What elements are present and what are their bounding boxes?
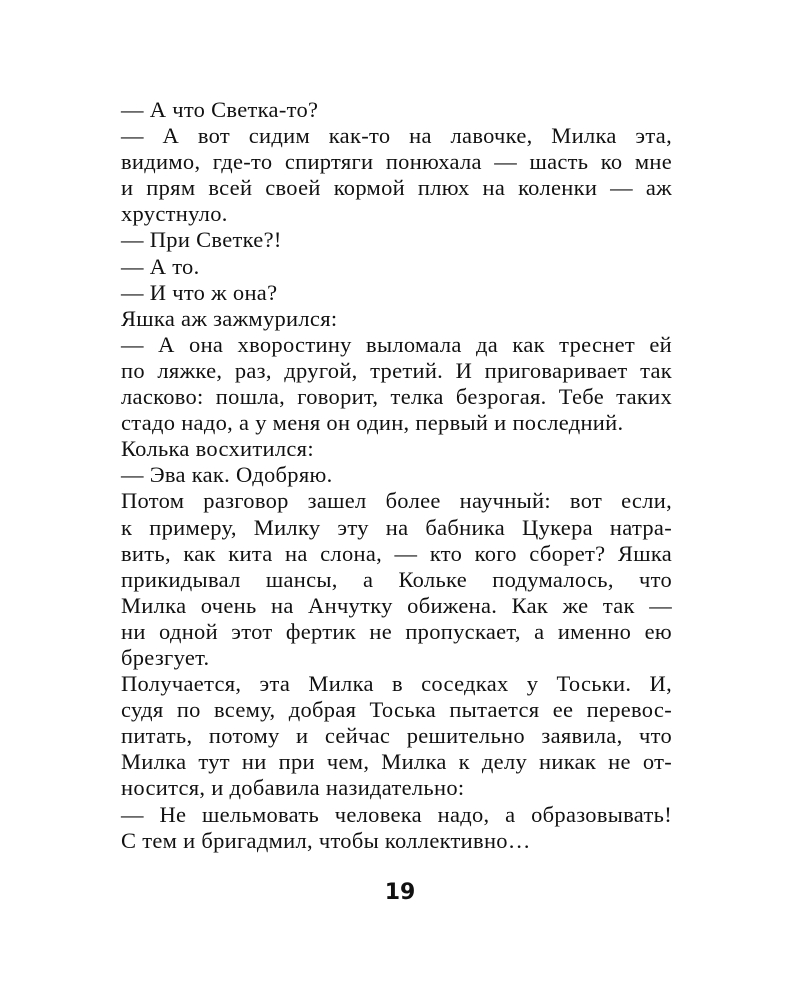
- text-line: Милка тут ни при чем, Милка к делу никак не от-: [121, 749, 672, 775]
- text-line: Получается, эта Милка в соседках у Тоськи. И,: [121, 671, 672, 697]
- text-line: и прям всей своей кормой плюх на коленки — аж: [121, 175, 672, 201]
- text-line: — А вот сидим как-то на лавочке, Милка эта,: [121, 123, 672, 149]
- text-line: питать, потому и сейчас решительно заявила, что: [121, 723, 672, 749]
- text-line: видимо, где-то спиртяги понюхала — шасть ко мне: [121, 149, 672, 175]
- body-text: [121, 97, 672, 854]
- text-line: — При Светке?!: [121, 227, 282, 253]
- text-line: С тем и бригадмил, чтобы коллективно…: [121, 827, 531, 853]
- page-number: 19: [384, 880, 416, 905]
- text-line: — Эва как. Одобряю.: [121, 462, 333, 488]
- text-line: Потом разговор зашел более научный: вот если,: [121, 488, 672, 514]
- text-line: ласково: пошла, говорит, телка безрогая. Тебе таких: [121, 384, 672, 410]
- text-line: судя по всему, добрая Тоська пытается ее перевос-: [121, 697, 672, 723]
- text-line: — А то.: [121, 253, 200, 279]
- text-line: прикидывал шансы, а Кольке подумалось, что: [121, 566, 672, 592]
- text-line: стадо надо, а у меня он один, первый и последний.: [121, 410, 624, 436]
- text-line: Милка очень на Анчутку обижена. Как же так —: [121, 592, 672, 618]
- text-line: брезгует.: [121, 644, 210, 670]
- text-line: ни одной этот фертик не пропускает, а именно ею: [121, 618, 672, 644]
- text-line: к примеру, Милку эту на бабника Цукера натра-: [121, 514, 672, 540]
- text-line: — А что Светка-то?: [121, 97, 319, 122]
- text-line: — А она хворостину выломала да как треснет ей: [121, 331, 672, 357]
- text-line: — И что ж она?: [121, 279, 278, 305]
- text-line: вить, как кита на слона, — кто кого сборет? Яшка: [121, 540, 672, 566]
- text-line: по ляжке, раз, другой, третий. И приговаривает так: [121, 357, 672, 383]
- text-line: Колька восхитился:: [121, 436, 314, 462]
- text-line: носится, и добавила назидательно:: [121, 775, 465, 801]
- text-line: хрустнуло.: [121, 201, 228, 227]
- text-line: Яшка аж зажмурился:: [121, 305, 338, 331]
- text-line: — Не шельмовать человека надо, а образовывать!: [121, 801, 672, 827]
